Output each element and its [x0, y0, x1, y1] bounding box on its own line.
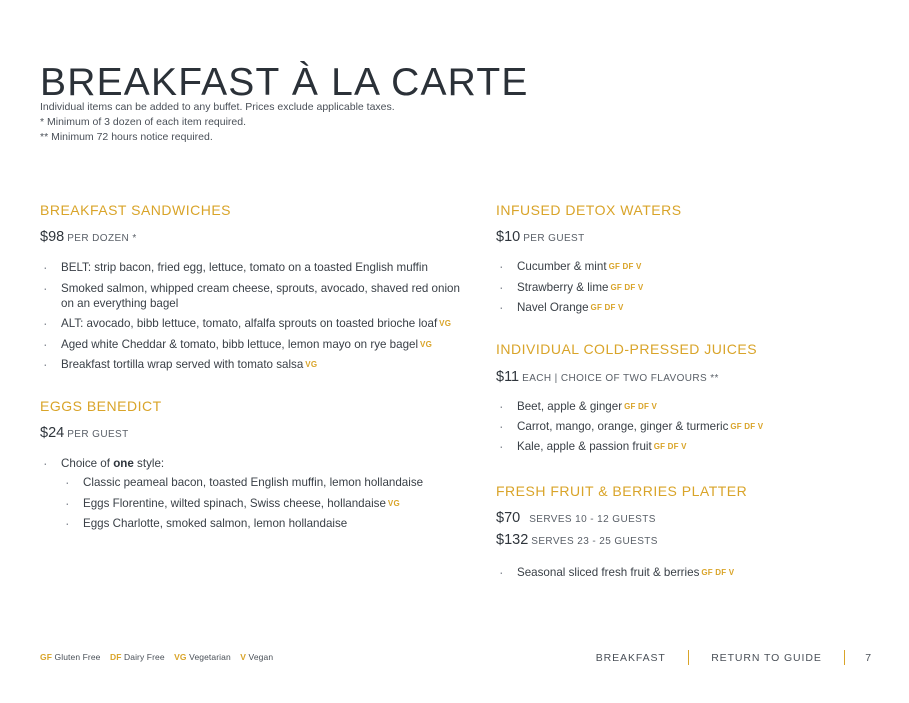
sub-list-item [61, 516, 460, 531]
page-title: BREAKFAST À LA CARTE [40, 61, 529, 105]
price-amount: $70 [496, 510, 521, 527]
choice-emphasis: one [113, 456, 134, 470]
item-text: BELT: strip bacon, fried egg, lettuce, tomato on a toasted English muffin [61, 261, 428, 275]
section-eggs-benedict [40, 399, 460, 532]
item-text: Carrot, mango, orange, ginger & turmeric [517, 419, 729, 433]
list-item [496, 280, 886, 295]
price-qualifier: PER DOZEN * [67, 233, 137, 245]
legend-word-df: Dairy Free [124, 652, 165, 662]
diet-tag: VG [387, 498, 400, 508]
diet-tag: GF DF V [610, 282, 644, 292]
diet-tag: GF DF V [701, 567, 735, 577]
legend-code-v: V [240, 652, 247, 662]
legend-code-vg: VG [174, 652, 187, 662]
legend-word-gf: Gluten Free [54, 652, 101, 662]
legend-word-v: Vegan [248, 652, 274, 662]
diet-tag: GF DF V [730, 421, 764, 431]
price-line [496, 367, 886, 389]
list-item [496, 439, 886, 454]
price-line [40, 227, 460, 249]
intro-line-1: Individual items can be added to any buffet. Prices exclude applicable taxes. [40, 101, 395, 113]
list-item [496, 399, 886, 414]
item-text: Eggs Charlotte, smoked salmon, lemon hollandaise [83, 516, 348, 530]
legend-word-vg: Vegetarian [189, 652, 231, 662]
price-line [40, 423, 460, 445]
price-qualifier-secondary: SERVES 23 - 25 GUESTS [531, 535, 658, 547]
price-qualifier: EACH | CHOICE OF TWO FLAVOURS ** [522, 372, 719, 384]
item-text: Strawberry & lime [517, 280, 609, 294]
legend-code-df: DF [109, 652, 122, 662]
price-line [496, 227, 886, 249]
item-text: Beet, apple & ginger [517, 399, 623, 413]
nav-breakfast[interactable]: BREAKFAST [595, 651, 666, 664]
list-item [496, 419, 886, 434]
dietary-legend [40, 652, 273, 662]
diet-tag: VG [305, 360, 318, 370]
list-item [40, 337, 460, 352]
list-item-choice [40, 456, 460, 532]
list-item [40, 316, 460, 331]
diet-tag: GF DF V [590, 302, 624, 312]
sub-item-list [61, 475, 460, 531]
section-breakfast-sandwiches [40, 203, 460, 373]
list-item [496, 565, 886, 580]
price-qualifier: PER GUEST [67, 428, 129, 440]
list-item [40, 357, 460, 372]
diet-tag: GF DF V [624, 401, 658, 411]
price-amount: $98 [40, 229, 65, 246]
item-list [40, 456, 460, 532]
item-text: Seasonal sliced fresh fruit & berries [517, 565, 700, 579]
section-infused-detox-waters [496, 203, 886, 315]
item-text: Cucumber & mint [517, 260, 607, 274]
section-title: EGGS BENEDICT [40, 397, 162, 414]
sub-list-item [61, 496, 460, 511]
sub-list-item [61, 475, 460, 490]
item-text: Kale, apple & passion fruit [517, 440, 652, 454]
intro-note [40, 100, 395, 145]
price-amount: $11 [496, 368, 520, 385]
list-item [40, 260, 460, 275]
choice-prefix: Choice of [61, 456, 114, 470]
price-amount-secondary: $132 [496, 531, 529, 548]
item-text: Smoked salmon, whipped cream cheese, sprouts, avocado, shaved red onion on an everything bagel [61, 281, 460, 310]
item-list [496, 565, 886, 580]
intro-line-3: ** Minimum 72 hours notice required. [40, 130, 213, 143]
diet-tag: VG [439, 319, 452, 329]
item-text: Eggs Florentine, wilted spinach, Swiss cheese, hollandaise [83, 496, 386, 510]
price-amount: $10 [496, 229, 521, 246]
legend-code-gf: GF [40, 652, 53, 662]
right-column [496, 203, 886, 580]
list-item [40, 281, 460, 312]
price-qualifier: SERVES 10 - 12 GUESTS [529, 514, 656, 526]
intro-line-2: * Minimum of 3 dozen of each item required. [40, 115, 247, 128]
footer-navigation [574, 650, 872, 665]
section-title: FRESH FRUIT & BERRIES PLATTER [496, 482, 748, 499]
section-title: INDIVIDUAL COLD-PRESSED JUICES [496, 341, 758, 358]
item-list [40, 260, 460, 372]
item-list [496, 259, 886, 315]
section-cold-pressed-juices [496, 342, 886, 454]
section-title: INFUSED DETOX WATERS [496, 202, 682, 218]
item-text: Aged white Cheddar & tomato, bibb lettuce, lemon mayo on rye bagel [61, 337, 419, 351]
page-number: 7 [865, 651, 872, 664]
choice-suffix: style: [133, 456, 165, 470]
item-text: Breakfast tortilla wrap served with tomato salsa [61, 358, 304, 372]
diet-tag: GF DF V [653, 442, 687, 452]
price-qualifier: PER GUEST [523, 233, 585, 245]
section-fresh-fruit-platter [496, 484, 886, 580]
list-item [496, 300, 886, 315]
list-item [496, 259, 886, 274]
left-column [40, 203, 460, 531]
item-text: ALT: avocado, bibb lettuce, tomato, alfalfa sprouts on toasted brioche loaf [61, 317, 438, 331]
item-text: Classic peameal bacon, toasted English muffin, lemon hollandaise [83, 476, 424, 490]
price-line [496, 508, 886, 530]
item-list [496, 399, 886, 455]
price-line-secondary [496, 530, 886, 552]
diet-tag: VG [420, 339, 433, 349]
section-title: BREAKFAST SANDWICHES [40, 202, 232, 218]
price-amount: $24 [40, 424, 65, 441]
nav-return-to-guide[interactable]: RETURN TO GUIDE [711, 651, 822, 664]
item-text: Navel Orange [517, 300, 589, 314]
diet-tag: GF DF V [608, 262, 642, 272]
